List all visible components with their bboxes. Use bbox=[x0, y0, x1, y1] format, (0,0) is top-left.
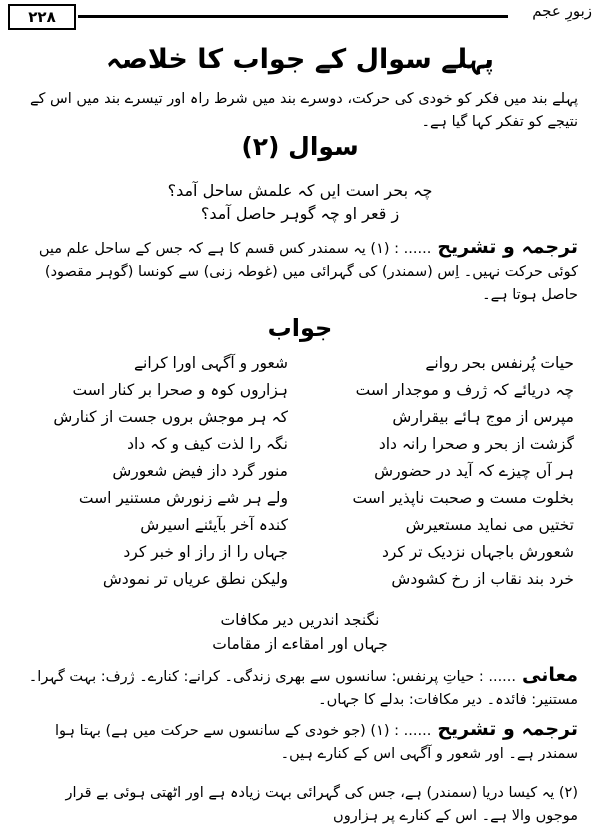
poem-row bbox=[26, 570, 574, 594]
poem-row bbox=[26, 516, 574, 540]
poem-hemistich-first: حیات پُرنفس بحر روانے bbox=[425, 354, 574, 372]
poem-row bbox=[26, 408, 574, 432]
poem-hemistich-second: منور گرد داز فیض شعورش bbox=[112, 462, 288, 480]
translation-label: ترجمہ و تشریح bbox=[437, 718, 578, 740]
poem-row bbox=[26, 381, 574, 405]
question-verse-2: ز قعر او چہ گوہر حاصل آمد؟ bbox=[200, 204, 400, 223]
running-title: زبورِ عجم bbox=[532, 2, 592, 20]
translation-label: ترجمہ و تشریح bbox=[437, 236, 578, 258]
poem-hemistich-second: ہزاروں کوہ و صحرا بر کنار است bbox=[72, 381, 288, 399]
explanation-paragraph: (۲) یہ کیسا دریا (سمندر) ہے، جس کی گہرائی بہت زیادہ ہے اور اٹھتی ہوئی بے قرار موجوں والا ہے۔ اس کے کنارے پر ہزاروں bbox=[65, 785, 578, 824]
summary-paragraph: پہلے بند میں فکر کو خودی کی حرکت، دوسرے بند میں شرط راہ اور تیسرے بند میں اس کے نتیجے کو تفکر کہا گیا ہے۔ bbox=[30, 91, 578, 130]
poem-row bbox=[26, 435, 574, 459]
poem-row bbox=[26, 543, 574, 567]
poem-hemistich-first: ہر آں چیزے کہ آید در حضورش bbox=[374, 462, 574, 480]
poem-hemistich-first: چہ دریائے کہ ژرف و موجدار است bbox=[355, 381, 574, 399]
poem-hemistich-second: جہاں را از راز او خبر کرد bbox=[123, 543, 288, 561]
poem-hemistich-first: شعورش باجہاں نزدیک تر کرد bbox=[381, 543, 574, 561]
poem-hemistich-second: کہ ہر موجش بروں جست از کنارش bbox=[53, 408, 288, 426]
poem-hemistich-first: تختیں می نماید مستعیرش bbox=[405, 516, 574, 534]
poem-hemistich-first: گزشت از بحر و صحرا رانہ داد bbox=[378, 435, 574, 453]
poem-hemistich-second: کندہ آخر بآیئنے اسیرش bbox=[140, 516, 288, 534]
poem-row bbox=[26, 462, 574, 486]
question-title: سوال (۲) bbox=[241, 132, 359, 161]
section-title: پہلے سوال کے جواب کا خلاصہ bbox=[106, 44, 494, 75]
final-couplet-line-2: جہاں اور امقاءے از مقامات bbox=[212, 635, 388, 653]
poem-hemistich-second: شعور و آگہی اورا کرانے bbox=[133, 354, 288, 372]
poem-hemistich-second: ولے ہر شے زنورش مستنیر است bbox=[78, 489, 288, 507]
poem-hemistich-second: ولیکن نطق عریاں تر نمودش bbox=[102, 570, 288, 588]
final-couplet-line-1: نگنجد اندریں دیر مکافات bbox=[220, 611, 380, 629]
header-rule bbox=[78, 15, 508, 18]
meanings-paragraph bbox=[22, 664, 578, 712]
poem-hemistich-first: بخلوت مست و صحبت ناپذیر است bbox=[352, 489, 574, 507]
meanings-label: معانی bbox=[522, 664, 578, 686]
poem-row bbox=[26, 489, 574, 513]
poem-hemistich-first: خرد بند نقاب از رخ کشودش bbox=[391, 570, 574, 588]
poem-hemistich-second: نگہ را لذت کیف و کہ داد bbox=[127, 435, 288, 453]
page-number: ۲۲۸ bbox=[8, 4, 76, 30]
translation-text: ...... : (۱) یہ سمندر کس قسم کا ہے کہ جس کے ساحل علم میں کوئی حرکت نہیں۔ اِس (سمندر) کی گہرائی میں (غوطہ زنی) سے کونسا (گوہر مقصود) حاصل ہوتا ہے۔ bbox=[38, 241, 578, 303]
poem bbox=[26, 354, 574, 604]
translation-paragraph-2 bbox=[22, 718, 578, 766]
poem-row bbox=[26, 354, 574, 378]
answer-title: جواب bbox=[267, 314, 333, 342]
translation-text: ...... : (۱) (جو خودی کے سانسوں سے حرکت میں ہے) بہتا ہوا سمندر ہے۔ اور شعور و آگہی اس کے کنارے ہیں۔ bbox=[54, 723, 578, 762]
question-verse-1: چہ بحر است ایں کہ علمش ساحل آمد؟ bbox=[167, 181, 433, 200]
meanings-text: ...... : حیاتِ پرنفس: سانسوں سے بھری زندگی۔ کرانے: کنارے۔ ژرف: بہت گہرا۔ مستنیر: فائدہ۔ دیر مکافات: بدلے کا جہاں۔ bbox=[28, 669, 578, 708]
poem-hemistich-first: مپرس از موج ہائے بیقرارش bbox=[392, 408, 574, 426]
translation-paragraph-1 bbox=[22, 236, 578, 307]
